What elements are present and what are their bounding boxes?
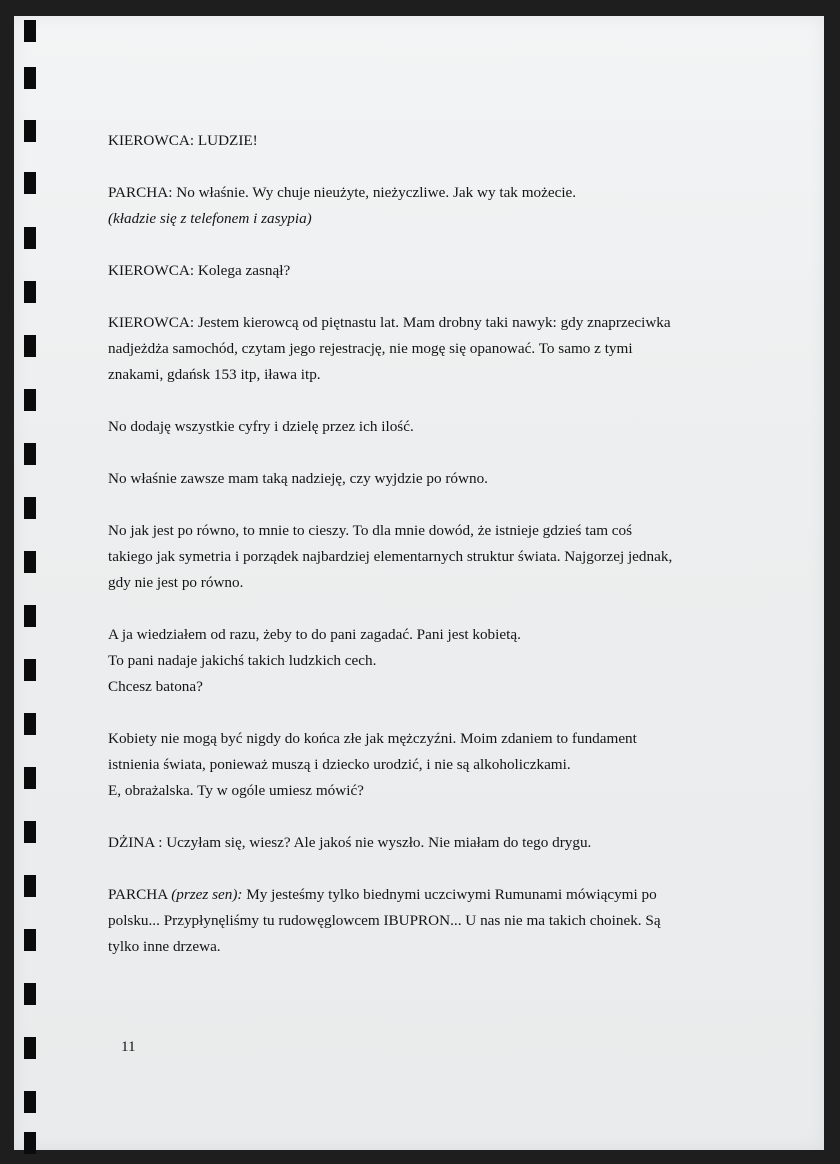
text-line: To pani nadaje jakichś takich ludzkich cech. — [108, 652, 377, 669]
paragraph-gap — [108, 284, 718, 310]
binding-hole — [24, 551, 36, 573]
paragraph-gap — [108, 700, 718, 726]
text-line: KIEROWCA: Jestem kierowcą od piętnastu lat. Mam drobny taki nawyk: gdy znaprzeciwka — [108, 314, 671, 331]
page-number: 11 — [121, 1038, 136, 1055]
text-line: No jak jest po równo, to mnie to cieszy. To dla mnie dowód, że istnieje gdzieś tam coś — [108, 522, 633, 539]
text-line: takiego jak symetria i porządek najbardziej elementarnych struktur świata. Najgorzej jednak, — [108, 548, 673, 565]
binding-hole — [24, 1132, 36, 1154]
binding-hole — [24, 875, 36, 897]
text-line: Kobiety nie mogą być nigdy do końca złe jak mężczyźni. Moim zdaniem to fundament — [108, 730, 637, 747]
stage-direction: (przez sen): — [171, 886, 243, 903]
binding-hole — [24, 1037, 36, 1059]
paragraph-gap — [108, 596, 718, 622]
paragraph-gap — [108, 856, 718, 882]
paragraph-gap — [108, 804, 718, 830]
text-line: nadjeżdża samochód, czytam jego rejestrację, nie mogę się opanować. To samo z tymi — [108, 340, 633, 357]
text-line: znakami, gdańsk 153 itp, iława itp. — [108, 366, 321, 383]
stage-direction: (kładzie się z telefonem i zasypia) — [108, 210, 312, 227]
paragraph-gap — [108, 154, 718, 180]
text-line: DŻINA : Uczyłam się, wiesz? Ale jakoś nie wyszło. Nie miałam do tego drygu. — [108, 834, 592, 851]
binding-hole — [24, 821, 36, 843]
binding-hole — [24, 389, 36, 411]
binding-hole — [24, 443, 36, 465]
text-line: tylko inne drzewa. — [108, 938, 221, 955]
text-line — [108, 882, 718, 908]
spiral-binding — [24, 0, 38, 1164]
text-line: istnienia świata, ponieważ muszą i dziecko urodzić, i nie są alkoholiczkami. — [108, 756, 571, 773]
binding-hole — [24, 67, 36, 89]
text-line: No dodaję wszystkie cyfry i dzielę przez ich ilość. — [108, 418, 414, 435]
binding-hole — [24, 713, 36, 735]
binding-hole — [24, 983, 36, 1005]
text-line: No właśnie zawsze mam taką nadzieję, czy wyjdzie po równo. — [108, 470, 488, 487]
binding-hole — [24, 20, 36, 42]
paragraph-gap — [108, 232, 718, 258]
text-segment: PARCHA — [108, 886, 172, 903]
text-line: polsku... Przypłynęliśmy tu rudowęglowcem IBUPRON... U nas nie ma takich choinek. Są — [108, 912, 661, 929]
binding-hole — [24, 659, 36, 681]
binding-hole — [24, 281, 36, 303]
binding-hole — [24, 497, 36, 519]
paragraph-gap — [108, 388, 718, 414]
text-line: Chcesz batona? — [108, 678, 203, 695]
binding-hole — [24, 605, 36, 627]
binding-hole — [24, 1091, 36, 1113]
text-line: A ja wiedziałem od razu, żeby to do pani zagadać. Pani jest kobietą. — [108, 626, 521, 643]
text-segment: My jesteśmy tylko biednymi uczciwymi Rumunami mówiącymi po — [242, 886, 657, 903]
text-line: KIEROWCA: Kolega zasnął? — [108, 262, 291, 279]
page-text — [108, 128, 718, 960]
text-line: E, obrażalska. Ty w ogóle umiesz mówić? — [108, 782, 364, 799]
binding-hole — [24, 929, 36, 951]
text-line: gdy nie jest po równo. — [108, 574, 244, 591]
binding-hole — [24, 172, 36, 194]
binding-hole — [24, 120, 36, 142]
paragraph-gap — [108, 440, 718, 466]
paragraph-gap — [108, 492, 718, 518]
binding-hole — [24, 227, 36, 249]
binding-hole — [24, 767, 36, 789]
text-line: KIEROWCA: LUDZIE! — [108, 132, 258, 149]
text-line: PARCHA: No właśnie. Wy chuje nieużyte, nieżyczliwe. Jak wy tak możecie. — [108, 184, 577, 201]
binding-hole — [24, 335, 36, 357]
